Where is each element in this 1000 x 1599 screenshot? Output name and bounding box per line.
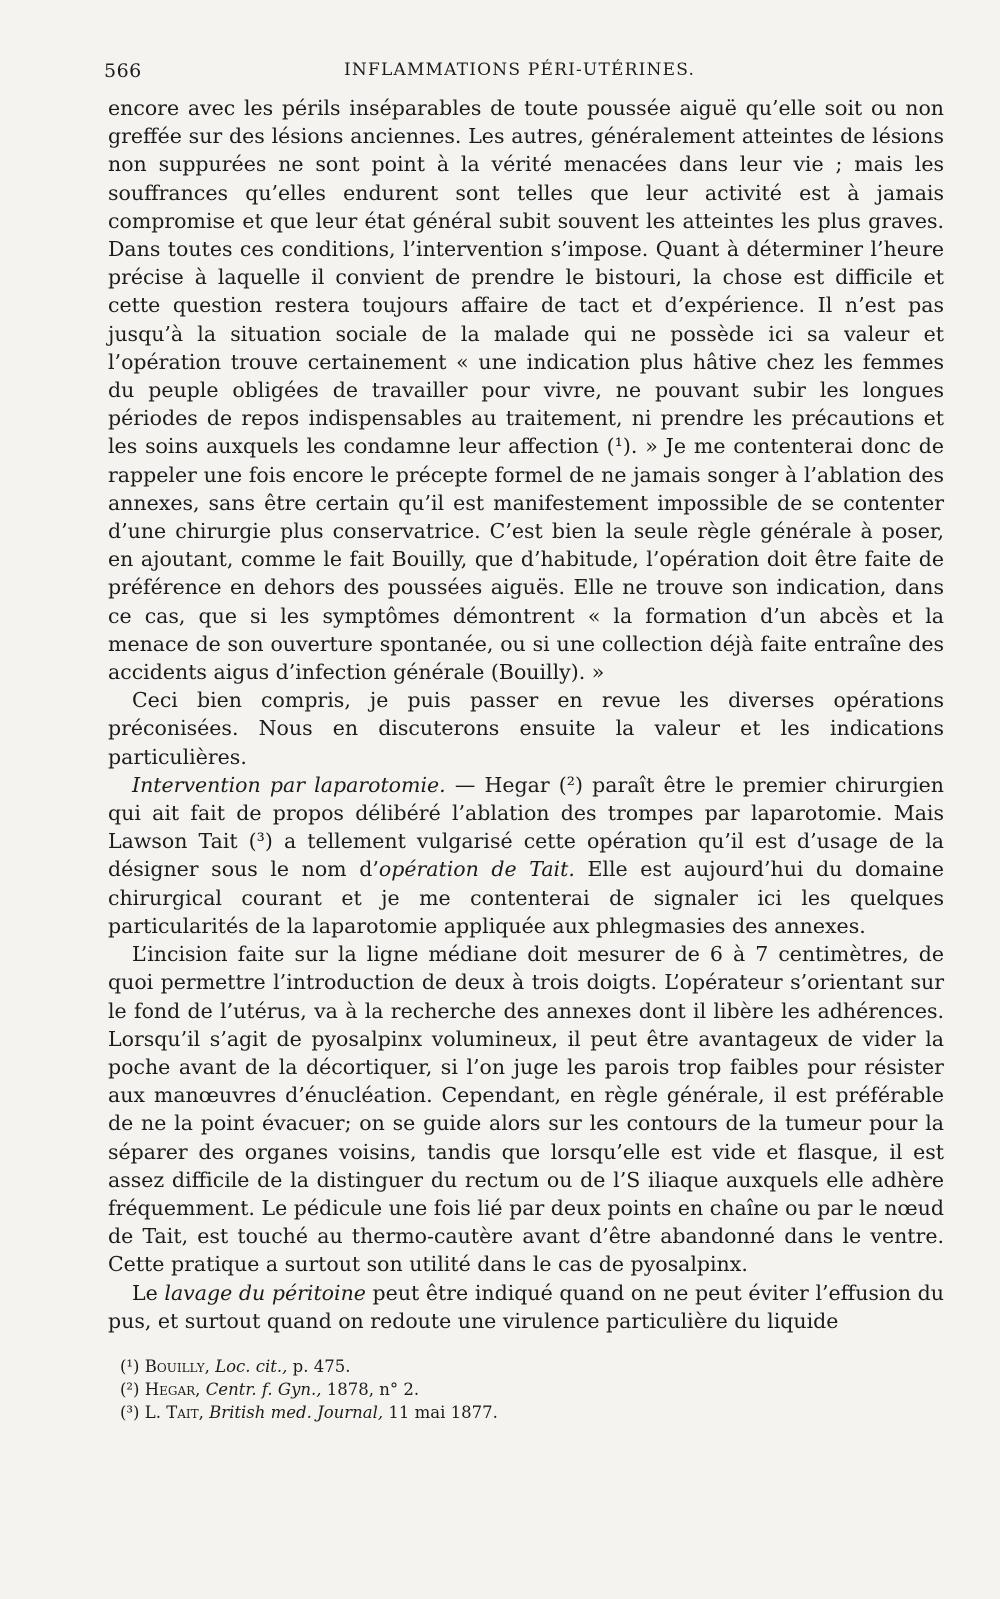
footnote-work: Centr. f. Gyn., (205, 1380, 322, 1399)
footnote-mark: (³) (120, 1403, 140, 1422)
section-lead: Intervention par laparotomie. (132, 772, 446, 797)
paragraph-5-text-b: peut être indiqué quand on ne peut éviter l’effusion du pus, et surtout quand on redoute une virulence particulière du liquide (108, 1280, 944, 1333)
footnote-work: British med. Journal, (209, 1403, 384, 1422)
running-head (104, 60, 930, 90)
paragraph-3-text-b: Elle est aujourd’hui du domaine chirurgical courant et je me contenterai de signaler ici les quelques particularités de la laparotomie appliquée aux phlegmasies des annexes. (108, 857, 944, 938)
footnote-mark: (¹) (120, 1357, 140, 1376)
footnote-author: Bouilly, (144, 1357, 210, 1376)
lavage-term: lavage du péritoine (164, 1280, 366, 1305)
footnote-rest: p. 475. (292, 1357, 351, 1376)
paragraph-4: L’incision faite sur la ligne médiane doit mesurer de 6 à 7 centimètres, de quoi permettre l’introduction de deux à trois doigts. L’opérateur s’orientant sur le fond de l’utérus, va à la recherche des annexes dont il libère les adhérences. Lorsqu’il s’agit de pyosalpinx volumineux, il peut être avantageux de vider la poche avant de la décortiquer, si l’on juge les parois trop faibles pour résister aux manœuvres d’énucléation. Cependant, en règle générale, il est préférable de ne la point évacuer; on se guide alors sur les contours de la tumeur pour la séparer des organes voisins, tandis que lorsqu’elle est vide et flasque, il est assez difficile de la distinguer du rectum ou de l’S iliaque auxquels elle adhère fréquemment. Le pédicule une fois lié par deux points en chaîne ou par le nœud de Tait, est touché au thermo-cautère avant d’être abandonné dans le ventre. Cette pratique a surtout son utilité dans le cas de pyosalpinx. (108, 942, 944, 1277)
paragraph-5-text-a: Le (132, 1280, 165, 1305)
footnote-1 (120, 1355, 920, 1378)
footnote-rest: 1878, n° 2. (326, 1380, 420, 1399)
paragraph-2: Ceci bien compris, je puis passer en revue les diverses opérations préconisées. Nous en discuterons ensuite la valeur et les indications particulières. (108, 688, 944, 769)
footnote-author: L. Tait, (144, 1403, 204, 1422)
footnote-rest: 11 mai 1877. (388, 1403, 498, 1422)
paragraph-5 (108, 1279, 944, 1335)
footnote-work: Loc. cit., (215, 1357, 288, 1376)
footnote-mark: (²) (120, 1380, 140, 1399)
body-text (108, 94, 944, 1335)
paragraph-1: encore avec les périls inséparables de toute poussée aiguë qu’elle soit ou non greffée sur des lésions anciennes. Les autres, généralement atteintes de lésions non suppurées ne sont point à la vérité menacées dans leur vie ; mais les souffrances qu’elles endurent sont telles que leur activité est à jamais compromise et que leur état général subit souvent les atteintes les plus graves. Dans toutes ces conditions, l’intervention s’impose. Quant à déterminer l’heure précise à laquelle il convient de prendre le bistouri, la chose est difficile et cette question restera toujours affaire de tact et d’expérience. Il n’est pas jusqu’à la situation sociale de la malade qui ne possède ici sa valeur et l’opération trouve certainement « une indication plus hâtive chez les femmes du peuple obligées de travailler pour vivre, ne pouvant subir les longues périodes de repos indispensables au traitement, ni prendre les précautions et les soins auxquels les condamne leur affection (¹). » Je me contenterai donc de rappeler une fois encore le précepte formel de ne jamais songer à l’ablation des annexes, sans être certain qu’il est manifestement impossible de se contenter d’une chirurgie plus conservatrice. C’est bien la seule règle générale à poser, en ajoutant, comme le fait Bouilly, que d’habitude, l’opération doit être faite de préférence en dehors des poussées aiguës. Elle ne trouve son indication, dans ce cas, que si les symptômes démontrent « la formation d’un abcès et la menace de son ouverture spontanée, ou si une collection déjà faite entraîne des accidents aigus d’infection générale (Bouilly). » (108, 96, 944, 685)
footnote-2 (120, 1378, 920, 1401)
page-number: 566 (104, 60, 142, 82)
footnotes (120, 1355, 920, 1424)
footnote-author: Hegar, (144, 1380, 201, 1399)
footnote-3 (120, 1401, 920, 1424)
running-title: INFLAMMATIONS PÉRI-UTÉRINES. (344, 60, 696, 80)
paragraph-3-text-a: — Hegar (²) paraît être le premier chirurgien qui ait fait de propos délibéré l’ablation des trompes par laparotomie. Mais Lawson Tait (³) a tellement vulgarisé cette opération qu’il est d’usage de la désigner sous le nom d’ (108, 772, 944, 882)
paragraph-3 (108, 771, 944, 940)
operation-name: opération de Tait. (378, 857, 575, 882)
